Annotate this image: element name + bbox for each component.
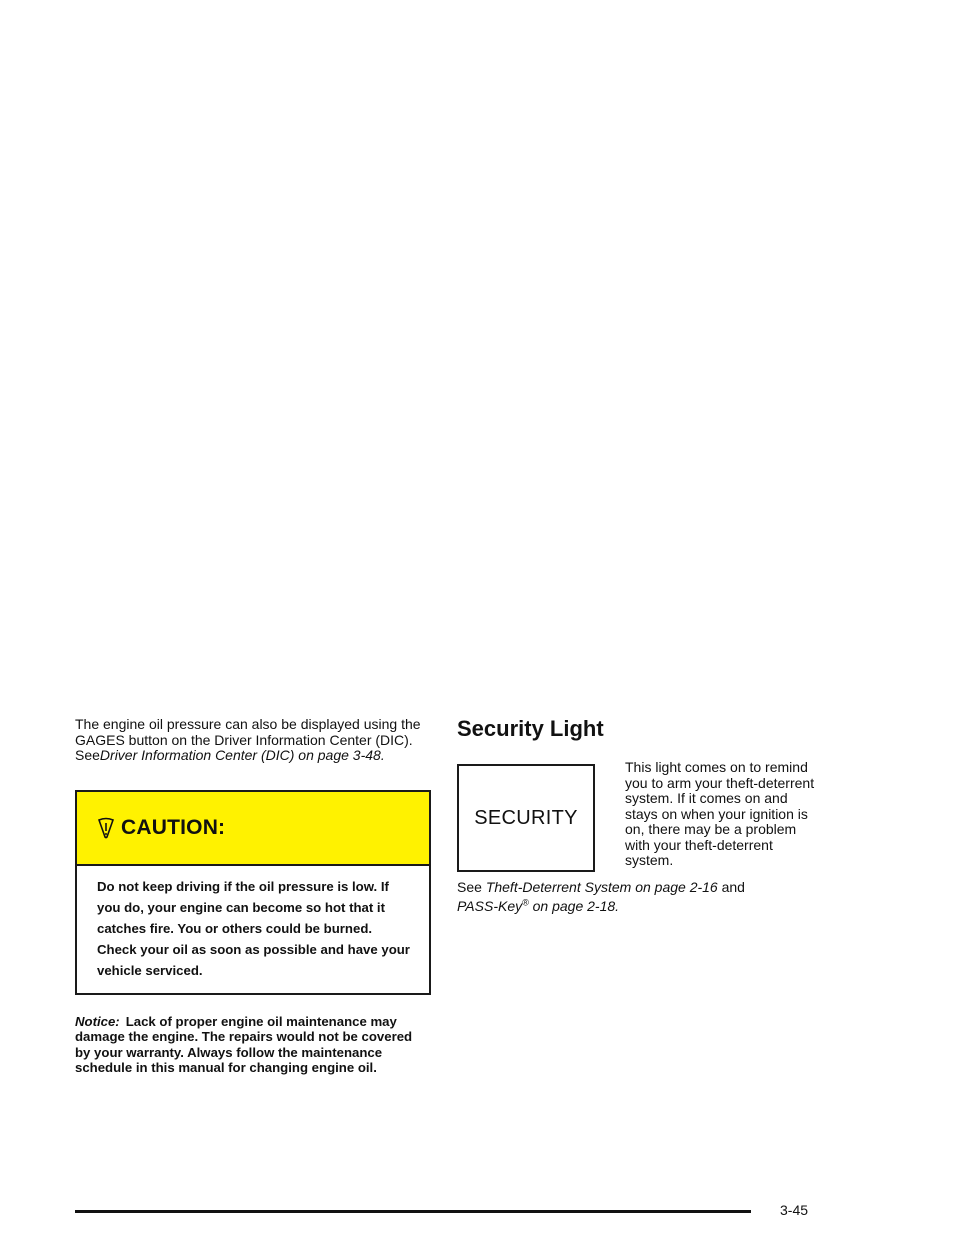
- notice-label: Notice:: [75, 1013, 120, 1029]
- security-light-row: [457, 760, 837, 872]
- caution-body: Do not keep driving if the oil pressure is low. If you do, your engine can become so hot that it catches fire. You or others could be burned. Check your oil as soon as possible and have your vehicle serviced.: [97, 878, 410, 978]
- caution-header: [77, 792, 429, 866]
- caution-triangle-icon: [95, 817, 117, 839]
- caution-title: CAUTION:: [121, 815, 226, 839]
- page-number: 3-45: [780, 1202, 809, 1218]
- footer-rule: [75, 1210, 751, 1213]
- security-see-also: [457, 880, 837, 915]
- security-indicator-label: SECURITY: [474, 806, 578, 829]
- oil-pressure-paragraph: [75, 717, 431, 764]
- oil-pressure-text: The engine oil pressure can also be displayed using the GAGES button on the Driver Information Center (DIC). See: [75, 716, 421, 763]
- and-text: and: [721, 879, 745, 895]
- notice-text: Lack of proper engine oil maintenance may damage the engine. The repairs would not be covered by your warranty. Always follow the maintenance schedule in this manual for changing engine oil.: [75, 1013, 413, 1075]
- security-light-heading: Security Light: [457, 716, 604, 741]
- theft-deterrent-cross-reference[interactable]: Theft-Deterrent System on page 2-16: [485, 879, 718, 895]
- pass-key-page: on page 2-18.: [532, 898, 620, 915]
- registered-mark: ®: [522, 897, 529, 908]
- right-column: [457, 716, 837, 915]
- pass-key-cross-reference[interactable]: [457, 898, 619, 914]
- left-column: [75, 717, 431, 1089]
- dic-cross-reference[interactable]: Driver Information Center (DIC) on page 3-48.: [99, 747, 385, 763]
- security-light-description: This light comes on to remind you to arm your theft-deterrent system. If it comes on and stays on when your ignition is on, there may be a problem with your theft-deterrent system.: [625, 759, 815, 868]
- see-prefix: See: [457, 879, 482, 895]
- caution-box: [75, 790, 431, 995]
- pass-key-name: PASS-Key: [457, 898, 523, 915]
- security-indicator-image: [457, 764, 595, 872]
- notice-paragraph: [75, 1014, 431, 1076]
